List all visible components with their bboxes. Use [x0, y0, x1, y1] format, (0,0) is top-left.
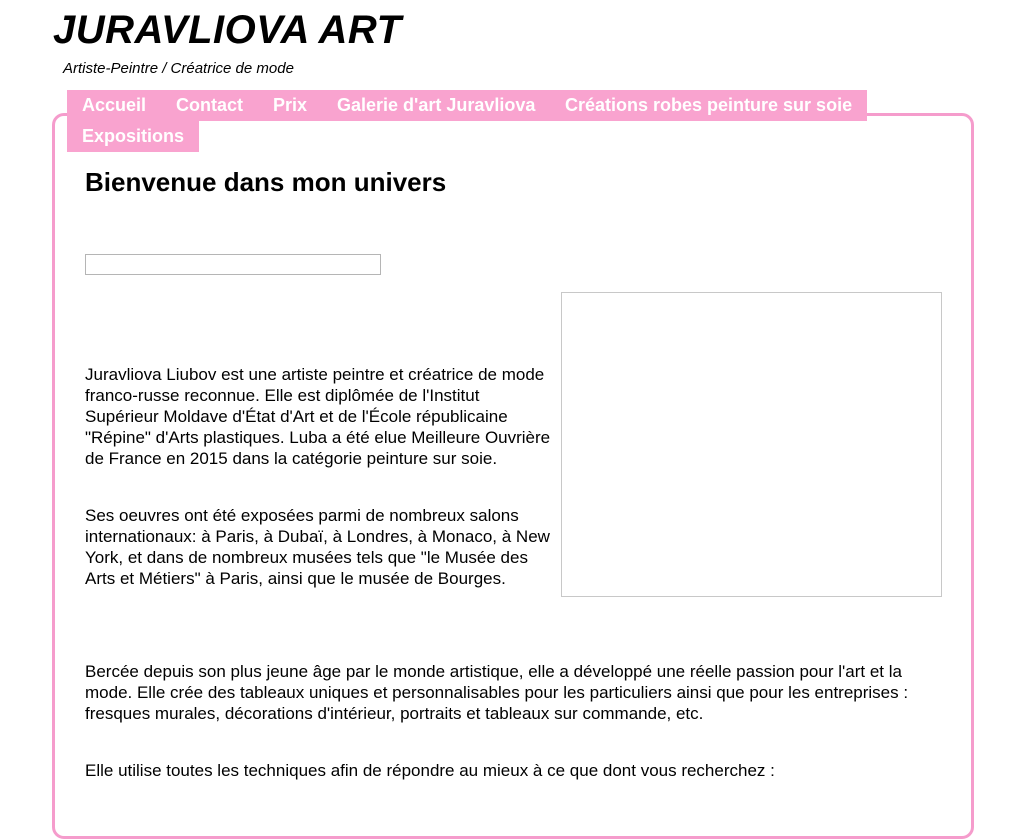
site-tagline: Artiste-Peintre / Créatrice de mode [63, 60, 294, 77]
nav-item-galerie[interactable]: Galerie d'art Juravliova [322, 90, 550, 121]
intro-paragraph: Juravliova Liubov est une artiste peintre et créatrice de mode franco-russe reconnue. Elle est diplômée de l'Institut Supérieur Moldave d'État d'Art et de l'École républicaine "Répine" d'Arts plastiques. Luba a été elue Meilleure Ouvrière de France en 2015 dans la catégorie peinture sur soie. [85, 365, 551, 468]
page-heading: Bienvenue dans mon univers [85, 167, 447, 197]
nav-item-creations-robes[interactable]: Créations robes peinture sur soie [550, 90, 867, 121]
nav-item-accueil[interactable]: Accueil [67, 90, 161, 121]
empty-embed-box [85, 254, 381, 275]
passion-paragraph: Bercée depuis son plus jeune âge par le monde artistique, elle a développé une réelle passion pour l'art et la mode. Elle crée des tableaux uniques et personnalisables pour les particuliers ainsi que pour les entreprises : fresques murales, décorations d'intérieur, portraits et tableaux sur commande, etc. [85, 662, 909, 723]
nav-item-prix[interactable]: Prix [258, 90, 322, 121]
site-title[interactable]: JURAVLIOVA ART [53, 8, 402, 52]
techniques-paragraph: Elle utilise toutes les techniques afin de répondre au mieux à ce que dont vous recherchez : [85, 761, 775, 780]
nav-item-expositions[interactable]: Expositions [67, 121, 199, 152]
exhibitions-paragraph: Ses oeuvres ont été exposées parmi de nombreux salons internationaux: à Paris, à Dubaï, à Londres, à Monaco, à New York, et dans de nombreux musées tels que "le Musée des Arts et Métiers" à Paris, ainsi que le musée de Bourges. [85, 506, 550, 588]
nav-item-contact[interactable]: Contact [161, 90, 258, 121]
image-placeholder [561, 292, 942, 597]
